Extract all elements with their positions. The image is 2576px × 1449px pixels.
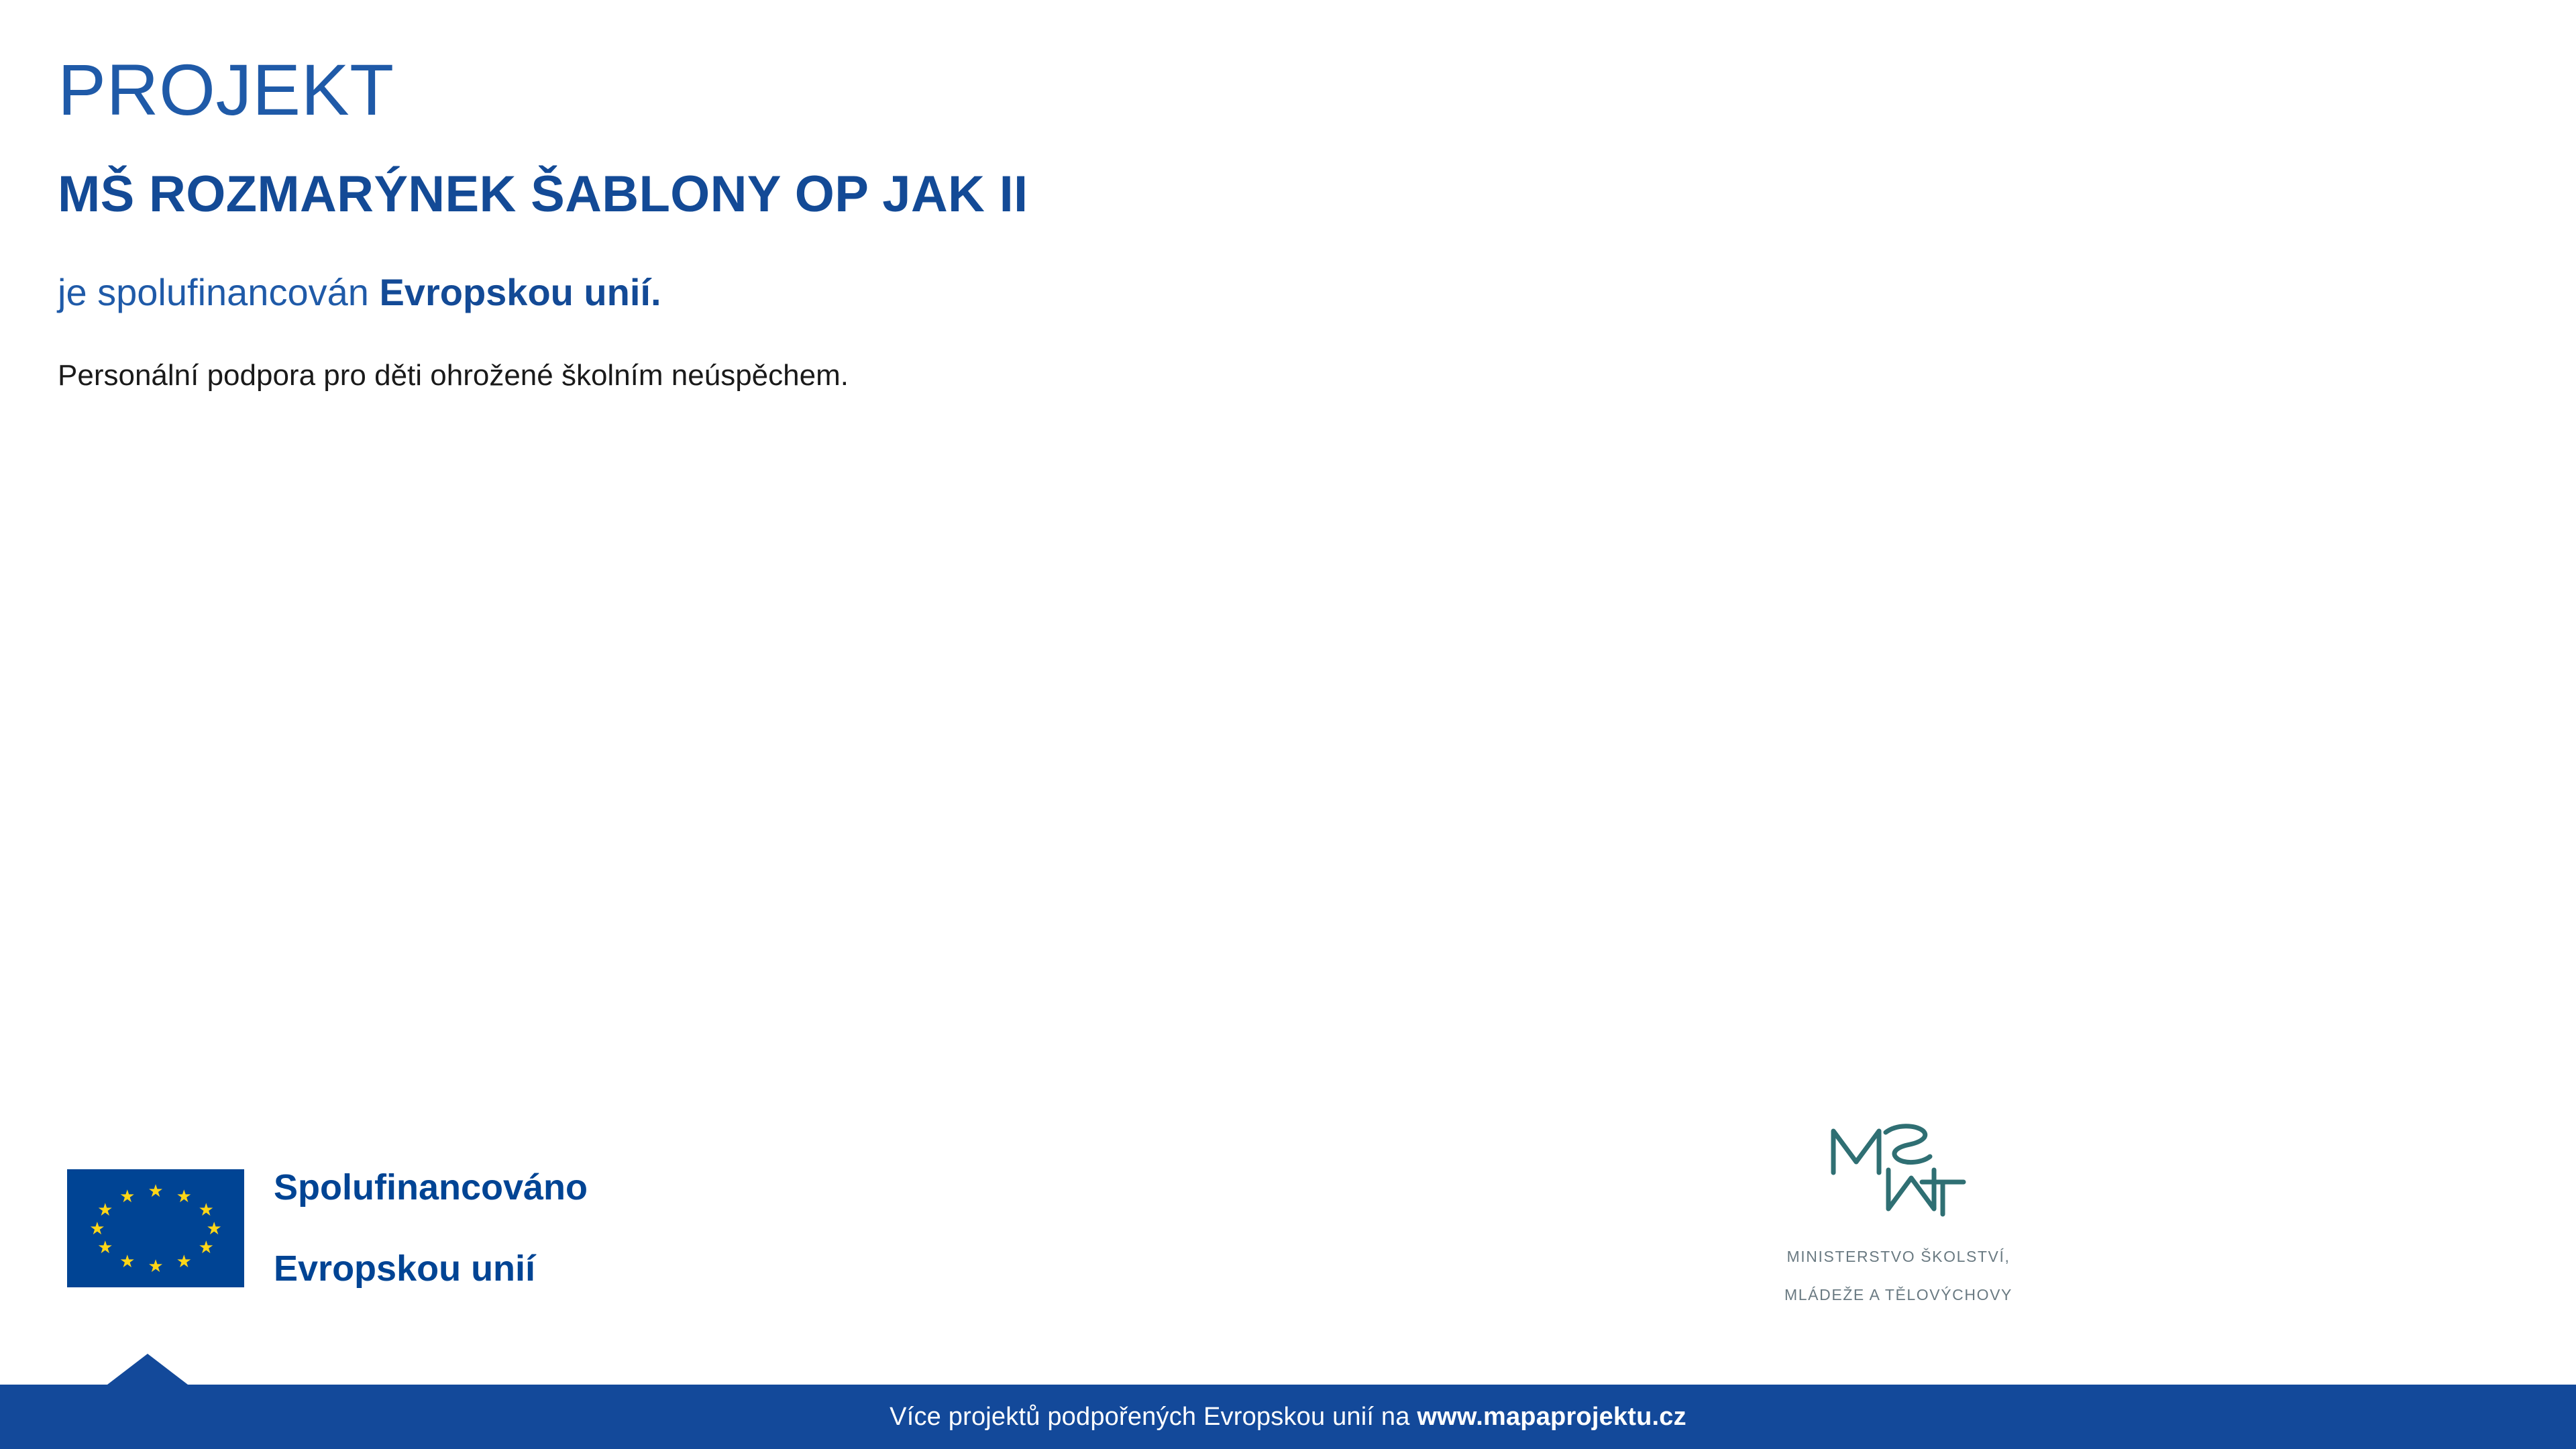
eu-star: ★ bbox=[97, 1237, 113, 1258]
msmt-caption-line1: MINISTERSTVO ŠKOLSTVÍ, bbox=[1786, 1247, 2010, 1265]
eu-star: ★ bbox=[198, 1199, 214, 1220]
footer-text bbox=[890, 1403, 1686, 1432]
eu-star: ★ bbox=[148, 1180, 164, 1201]
footer-notch-shape bbox=[107, 1354, 188, 1385]
page-kicker: PROJEKT bbox=[58, 49, 394, 130]
msmt-logo bbox=[1758, 1114, 2039, 1324]
msmt-logo-icon bbox=[1758, 1114, 2039, 1221]
footer-bar bbox=[0, 1385, 2576, 1449]
eu-flag-icon bbox=[67, 1169, 244, 1287]
cofinancing-line bbox=[58, 270, 2271, 315]
eu-star: ★ bbox=[176, 1185, 192, 1206]
eu-star: ★ bbox=[148, 1256, 164, 1277]
footer-link[interactable]: www.mapaprojektu.cz bbox=[1417, 1402, 1686, 1431]
content-block bbox=[58, 49, 2271, 394]
msmt-caption bbox=[1758, 1228, 2039, 1324]
cofinancing-prefix: je spolufinancován bbox=[58, 270, 380, 313]
eu-star: ★ bbox=[119, 1250, 136, 1271]
footer-text-prefix: Více projektů podpořených Evropskou unií na bbox=[890, 1402, 1417, 1431]
cofinancing-emphasis: Evropskou unií. bbox=[379, 270, 661, 313]
project-description: Personální podpora pro děti ohrožené školním neúspěchem. bbox=[58, 358, 849, 392]
eu-star: ★ bbox=[206, 1218, 222, 1239]
eu-lockup-text bbox=[274, 1127, 588, 1330]
eu-star: ★ bbox=[97, 1199, 113, 1220]
eu-lockup-line1: Spolufinancováno bbox=[274, 1167, 588, 1208]
page-title: MŠ ROZMARÝNEK ŠABLONY OP JAK II bbox=[58, 166, 1028, 223]
eu-lockup-line2: Evropskou unií bbox=[274, 1248, 536, 1289]
eu-star: ★ bbox=[89, 1218, 105, 1239]
eu-star: ★ bbox=[176, 1250, 192, 1271]
eu-cofinanced-lockup bbox=[67, 1127, 588, 1330]
msmt-caption-line2: MLÁDEŽE A TĚLOVÝCHOVY bbox=[1784, 1286, 2012, 1304]
eu-star: ★ bbox=[119, 1185, 136, 1206]
eu-star: ★ bbox=[198, 1237, 214, 1258]
